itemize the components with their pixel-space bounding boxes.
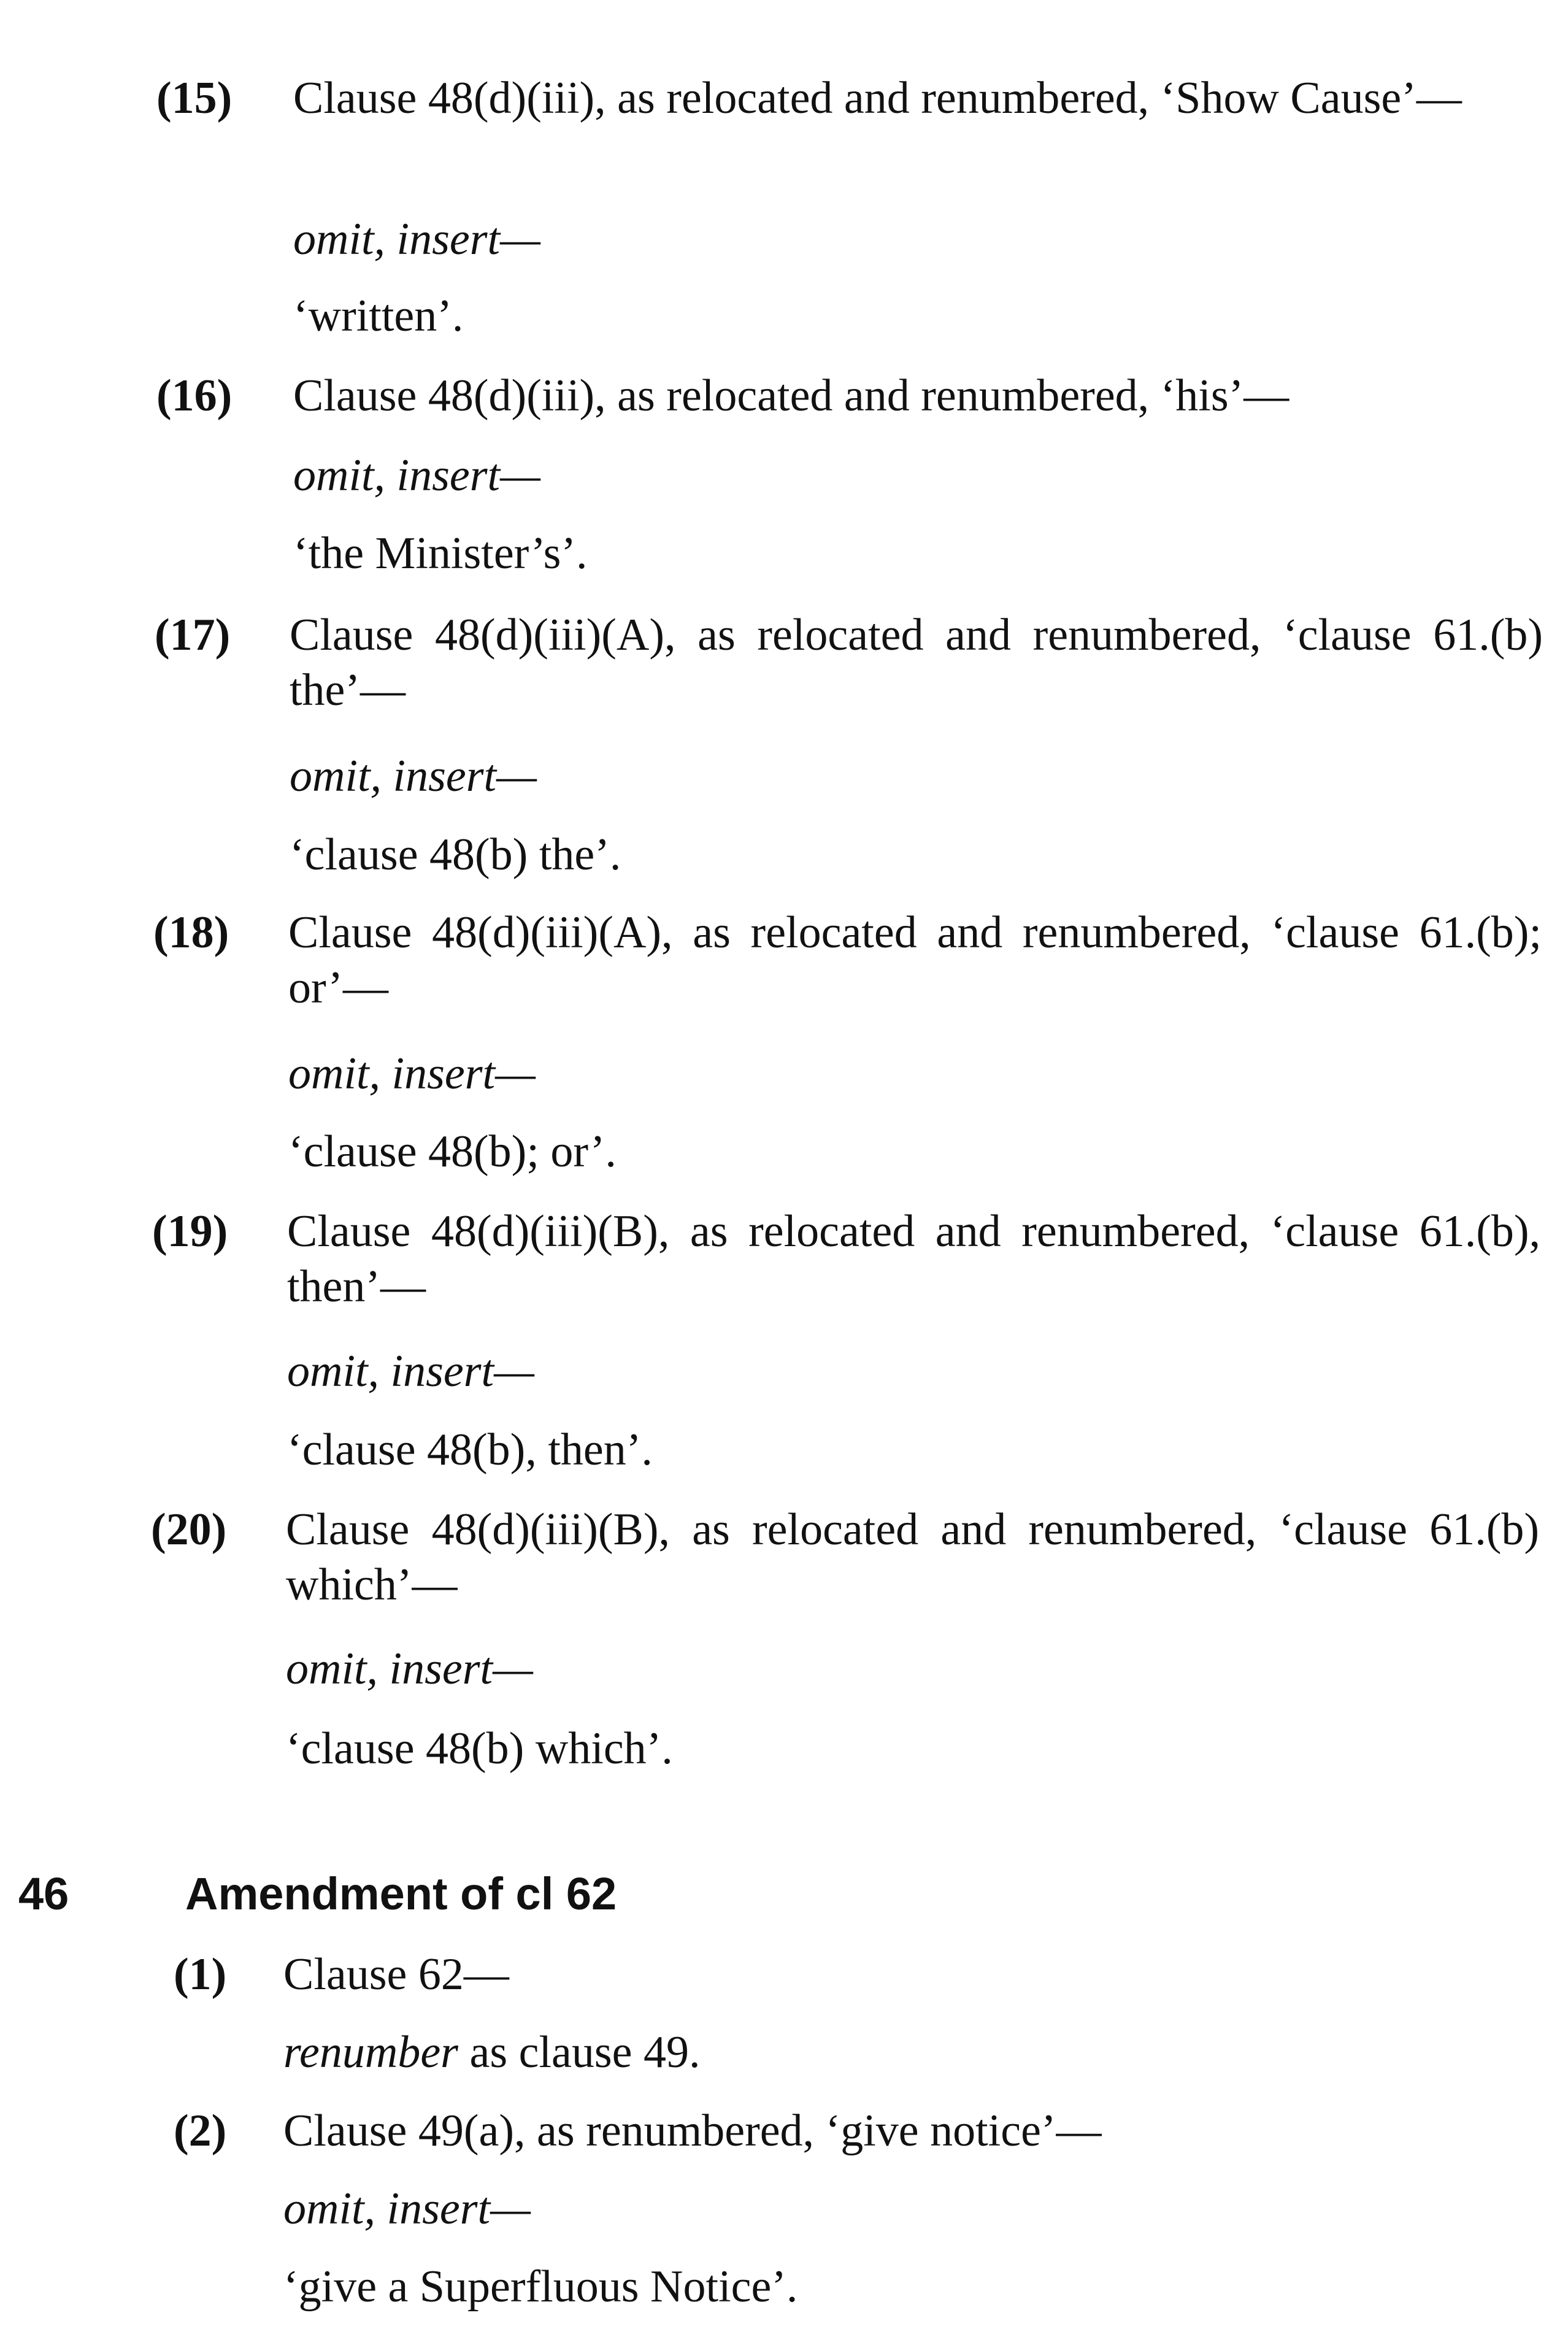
section-heading: Amendment of cl 62 — [185, 1868, 617, 1919]
amendment-number: (16) — [156, 371, 233, 421]
subsection-text: Clause 49(a), as renumbered, ‘give notice’— — [283, 2106, 1102, 2156]
amendment-replacement: ‘clause 48(b) which’. — [286, 1723, 673, 1774]
amendment-text: Clause 48(d)(iii), as relocated and renumbered, ‘his’— — [293, 371, 1289, 421]
subsection-instruction — [283, 2025, 701, 2080]
amendment-text: Clause 48(d)(iii), as relocated and renumbered, ‘Show Cause’— — [293, 73, 1462, 123]
amendment-text: Clause 48(d)(iii)(B), as relocated and renumbered, ‘clause 61.(b), then’— — [287, 1206, 1540, 1312]
amendment-replacement: ‘clause 48(b), then’. — [287, 1425, 653, 1475]
amendment-instruction: omit, insert— — [293, 214, 540, 264]
amendment-replacement: ‘clause 48(b); or’. — [288, 1126, 617, 1177]
amendment-instruction: omit, insert— — [286, 1644, 533, 1694]
amendment-instruction: omit, insert— — [293, 450, 540, 501]
subsection-text: Clause 62— — [283, 1949, 509, 2000]
amendment-text: Clause 48(d)(iii)(A), as relocated and renumbered, ‘clause 61.(b); or’— — [288, 907, 1542, 1013]
amendment-replacement: ‘written’. — [293, 291, 464, 341]
subsection-replacement: ‘give a Superfluous Notice’. — [283, 2262, 798, 2312]
amendment-number: (15) — [156, 73, 233, 123]
subsection-number: (2) — [174, 2106, 227, 2156]
amendment-number: (18) — [153, 907, 229, 958]
subsection-number: (1) — [174, 1949, 227, 2000]
amendment-number: (19) — [152, 1206, 228, 1257]
amendment-text: Clause 48(d)(iii)(B), as relocated and renumbered, ‘clause 61.(b) which’— — [286, 1504, 1539, 1610]
amendment-instruction: omit, insert— — [287, 1346, 534, 1396]
renumber-word: renumber — [283, 2027, 458, 2077]
amendment-number: (17) — [155, 610, 231, 660]
renumber-rest: as clause 49. — [458, 2027, 701, 2077]
amendment-instruction: omit, insert— — [288, 1049, 536, 1099]
amendment-replacement: ‘clause 48(b) the’. — [290, 830, 621, 880]
amendment-instruction: omit, insert— — [290, 751, 537, 801]
subsection-instruction: omit, insert— — [283, 2184, 531, 2234]
section-number: 46 — [18, 1868, 69, 1919]
amendment-text: Clause 48(d)(iii)(A), as relocated and renumbered, ‘clause 61.(b) the’— — [290, 610, 1543, 715]
amendment-number: (20) — [151, 1504, 227, 1555]
amendment-replacement: ‘the Minister’s’. — [293, 528, 588, 579]
